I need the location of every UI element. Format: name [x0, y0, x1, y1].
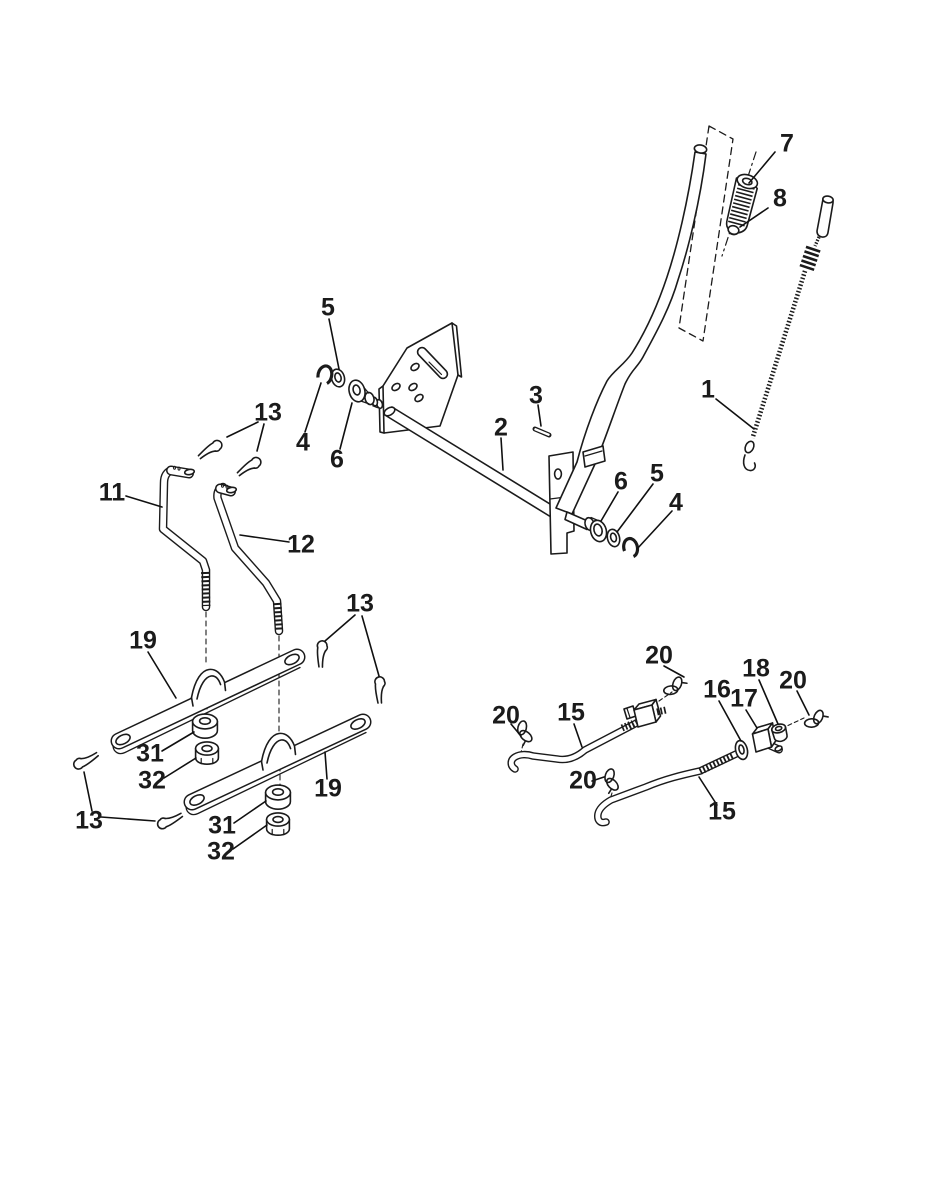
leader-line-4-left	[305, 383, 321, 432]
callout-19-upper: 19	[129, 626, 157, 655]
hairpin-clip-arm-bottom	[156, 810, 184, 830]
leader-lines	[84, 152, 809, 849]
leader-line-13-lower-left	[101, 817, 155, 821]
arm-nut-upper	[196, 742, 219, 764]
callout-7: 7	[780, 129, 794, 158]
leader-line-17	[746, 710, 757, 728]
leader-line-11	[126, 496, 162, 507]
lift-link-right	[217, 484, 279, 631]
lift-lever	[556, 144, 707, 517]
callout-6-right: 6	[614, 467, 628, 496]
lift-link-left	[163, 466, 207, 607]
leader-line-12	[240, 535, 289, 542]
callout-4-left: 4	[296, 428, 310, 457]
callout-5-left: 5	[321, 293, 335, 322]
leader-line-31-lower	[234, 801, 266, 823]
leader-line-1	[716, 399, 754, 429]
roll-pin	[535, 429, 549, 435]
leader-line-13-lower-left	[84, 772, 92, 811]
callout-3: 3	[529, 381, 543, 410]
callout-20-right: 20	[779, 666, 807, 695]
callout-11: 11	[98, 478, 126, 507]
callout-2: 2	[494, 413, 508, 442]
callout-16: 16	[703, 675, 731, 704]
washer-right	[605, 528, 621, 548]
hairpin-clip-arm-right-lower	[375, 677, 385, 703]
callout-8: 8	[773, 184, 787, 213]
bushing-left	[347, 378, 376, 405]
hairpin-clip-top-right	[236, 456, 263, 479]
hairpin-clip-arm-left	[72, 750, 100, 771]
leader-line-13-middle	[362, 616, 379, 676]
arm-bushing-upper	[193, 714, 218, 738]
leader-line-15-upper	[574, 724, 582, 747]
leader-line-13-top	[257, 424, 264, 451]
callout-31-lower: 31	[208, 811, 236, 840]
callout-19-lower: 19	[314, 774, 342, 803]
bowtie-pin-right	[800, 706, 830, 733]
retainer-clip-left	[318, 366, 332, 384]
lever-grip	[727, 172, 760, 233]
hairpin-clip-top-left	[197, 439, 224, 462]
hairpin-clip-arm-right-upper	[316, 641, 328, 668]
leader-line-32-lower	[233, 825, 267, 849]
callout-12: 12	[287, 530, 315, 559]
callout-20-left: 20	[492, 701, 520, 730]
callout-5-right: 5	[650, 459, 664, 488]
leader-line-6-right	[601, 492, 618, 521]
leader-line-19-upper	[148, 652, 176, 698]
callout-17: 17	[730, 684, 758, 713]
adjuster-block	[622, 700, 666, 729]
arm-bushing-lower	[266, 785, 291, 809]
lift-spring	[743, 195, 833, 470]
callout-15-upper: 15	[557, 698, 585, 727]
callout-20-top: 20	[645, 641, 673, 670]
leader-line-7	[749, 152, 775, 183]
leader-line-6-left	[340, 403, 352, 449]
lift-shaft	[383, 405, 563, 521]
arm-nut-lower	[267, 813, 290, 835]
callout-31-upper: 31	[136, 739, 164, 768]
leader-line-5-left	[329, 319, 339, 369]
leader-line-4-right	[637, 511, 672, 549]
bowtie-pin-bottom	[601, 766, 621, 794]
callout-15-lower: 15	[708, 797, 736, 826]
retainer-clip-right	[624, 539, 638, 557]
callout-18: 18	[742, 654, 770, 683]
callout-13-lower-left: 13	[75, 806, 103, 835]
callout-6-left: 6	[330, 445, 344, 474]
callout-4-right: 4	[669, 488, 683, 517]
callout-20-bottom: 20	[569, 766, 597, 795]
callout-13-middle: 13	[346, 589, 374, 618]
leader-line-20-right	[797, 691, 809, 715]
callout-32-upper: 32	[138, 766, 166, 795]
callout-32-lower: 32	[207, 837, 235, 866]
callout-13-top: 13	[254, 398, 282, 427]
leader-line-18	[759, 680, 778, 724]
leader-line-13-middle	[325, 615, 355, 641]
leader-line-2	[501, 438, 503, 470]
callout-1: 1	[701, 375, 715, 404]
link-rod-upper	[511, 719, 644, 769]
leader-line-32-upper	[164, 758, 196, 778]
leader-line-31-upper	[162, 732, 194, 751]
